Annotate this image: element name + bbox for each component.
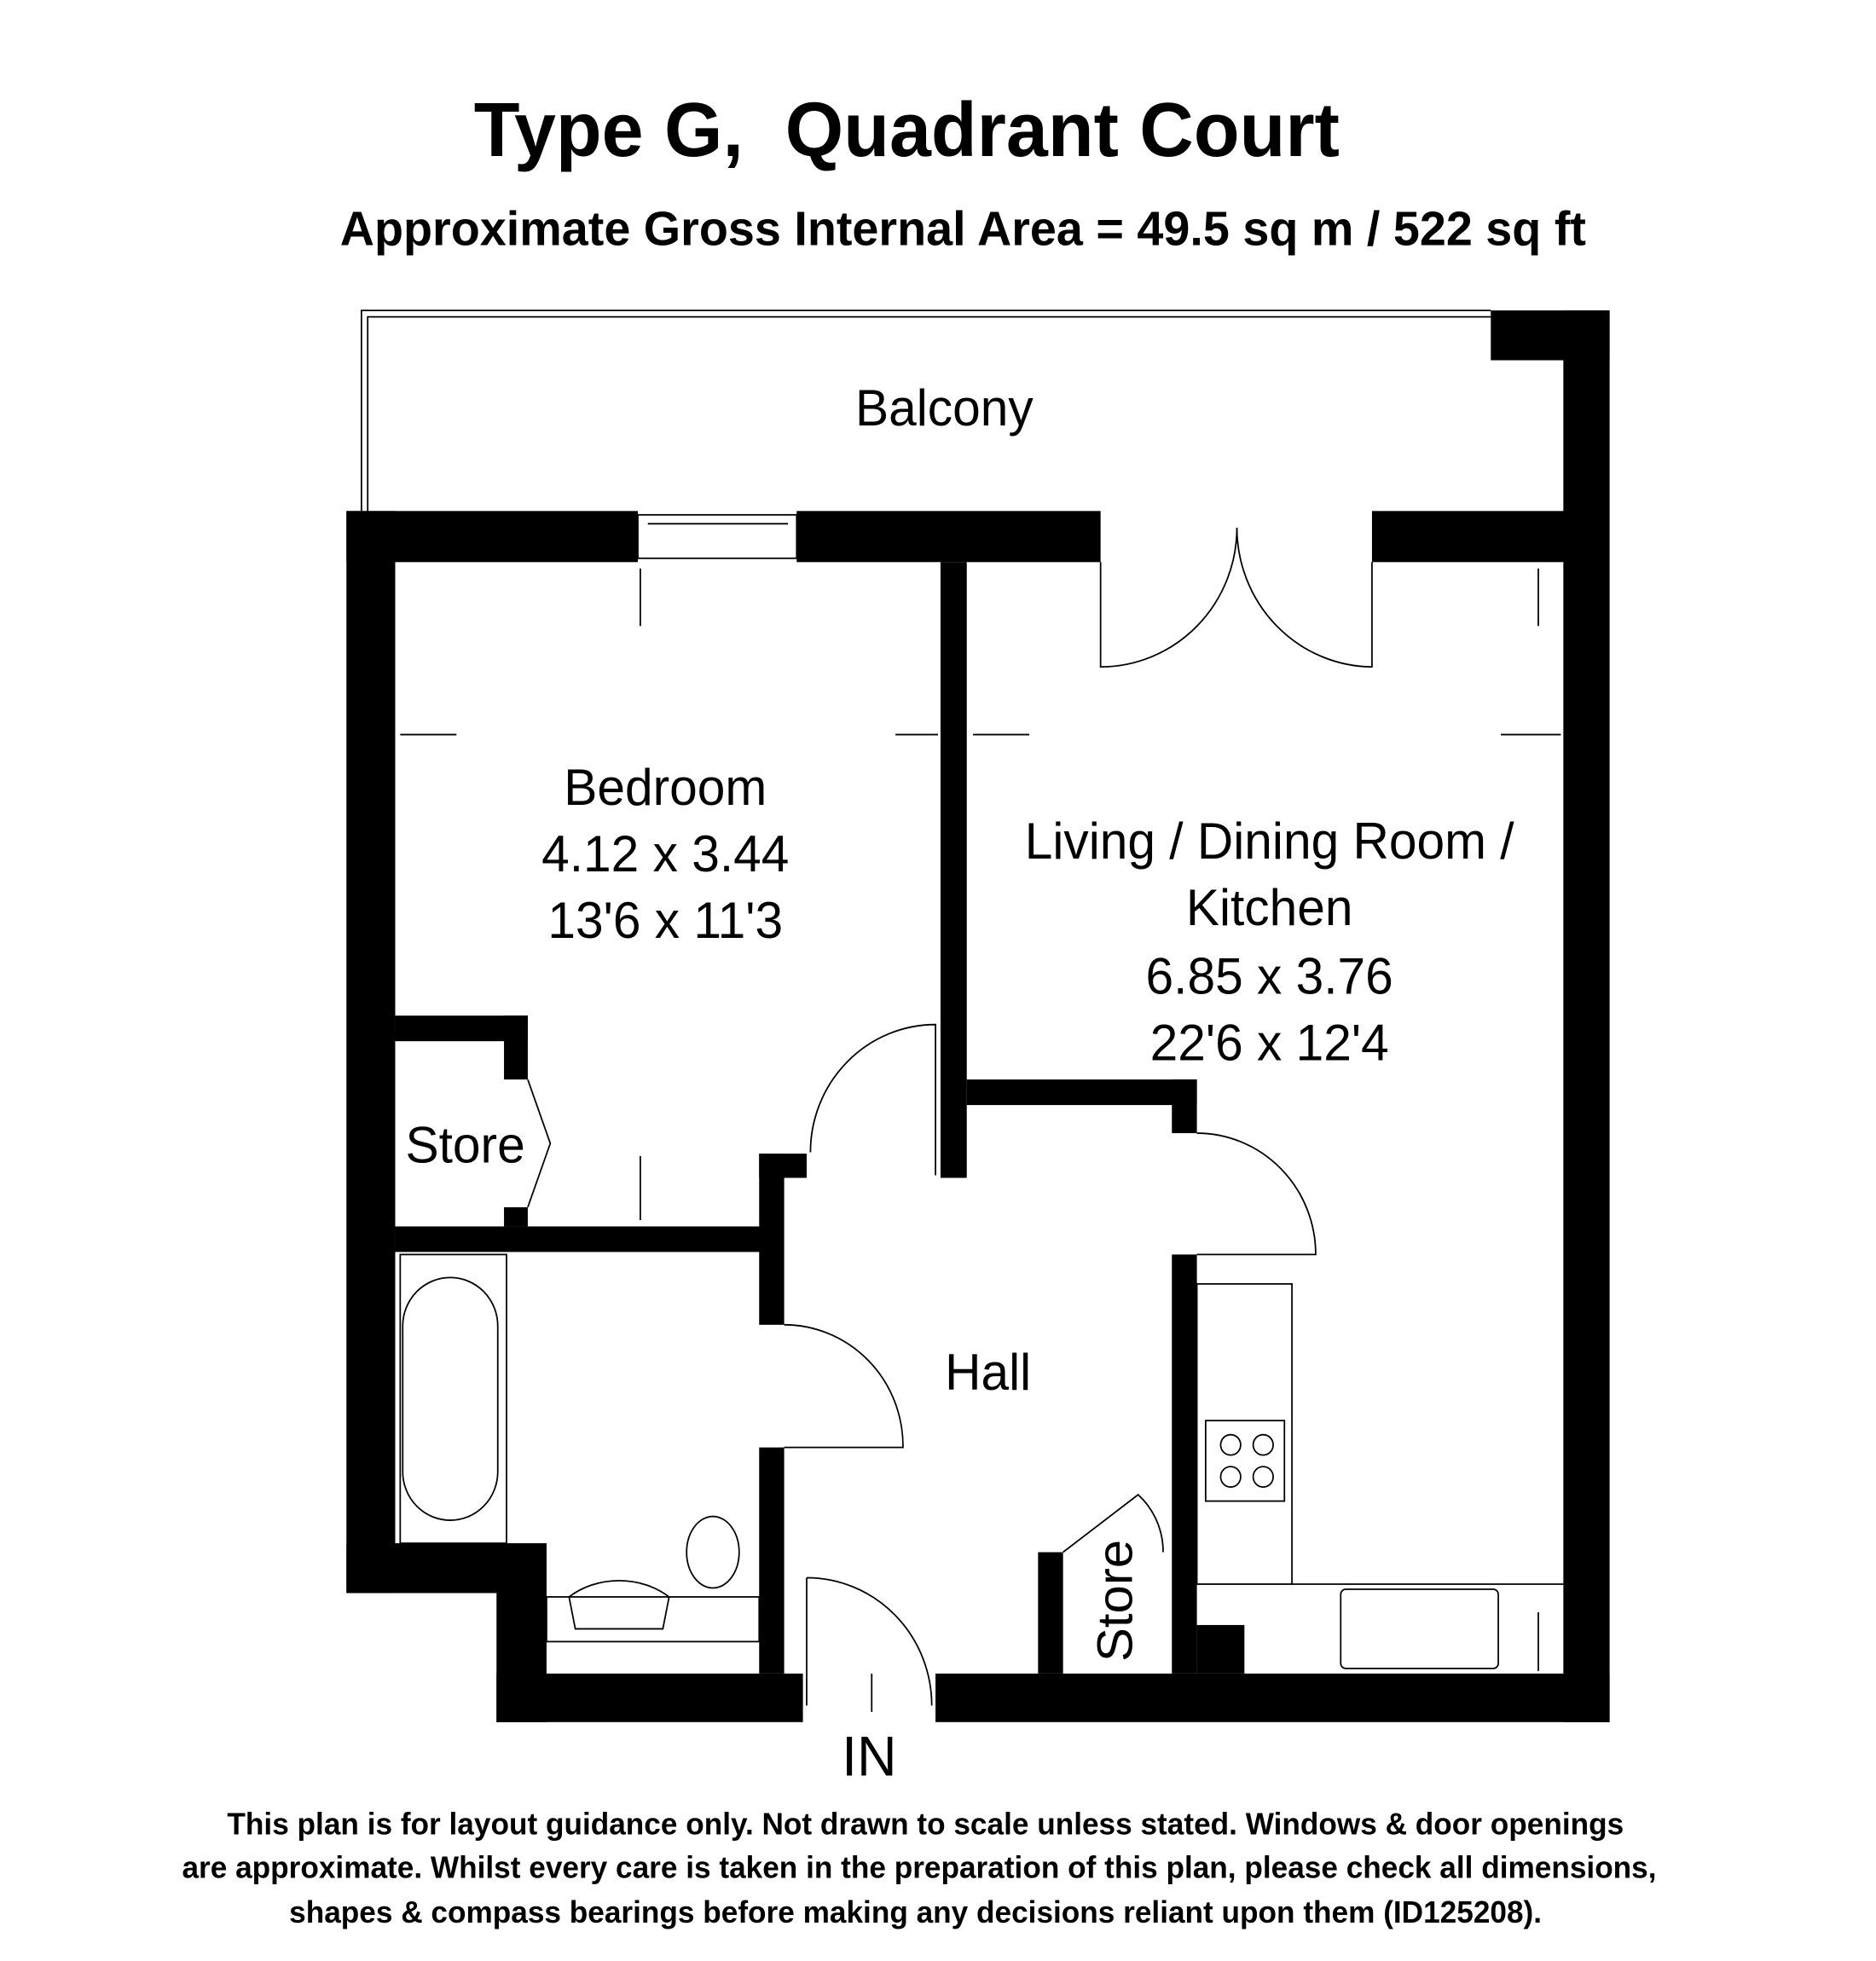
gross-area: Approximate Gross Internal Area = 49.5 sq m / 522 sq ft (339, 201, 1586, 256)
disclaimer-line: This plan is for layout guidance only. Not drawn to scale unless stated. Windows & door openings (227, 1807, 1624, 1842)
balcony (362, 310, 1491, 511)
living-name-2: Kitchen (1185, 878, 1353, 936)
bedroom-store-label: Store (405, 1115, 525, 1174)
walls (346, 310, 1609, 1722)
bedroom-imperial: 13'6 x 11'3 (547, 891, 784, 949)
entrance-label: IN (842, 1725, 897, 1788)
bedroom-metric: 4.12 x 3.44 (541, 824, 790, 883)
disclaimer (182, 1807, 1656, 1929)
plan-title: Type G, Quadrant Court (473, 85, 1340, 173)
bedroom-name: Bedroom (564, 758, 767, 817)
disclaimer-line: are approximate. Whilst every care is taken in the preparation of this plan, please check all dimensions, (182, 1850, 1657, 1885)
living-name-1: Living / Dining Room / (1024, 812, 1514, 871)
disclaimer-line: shapes & compass bearings before making any decisions reliant upon them (ID125208). (289, 1894, 1543, 1930)
living-imperial: 22'6 x 12'4 (1149, 1014, 1389, 1072)
living-room (1025, 812, 1514, 1071)
living-metric: 6.85 x 3.76 (1145, 947, 1393, 1005)
bedroom (541, 758, 789, 949)
balcony-label: Balcony (854, 379, 1034, 437)
hall-label: Hall (945, 1343, 1032, 1402)
hall-store-label: Store (1086, 1539, 1144, 1663)
